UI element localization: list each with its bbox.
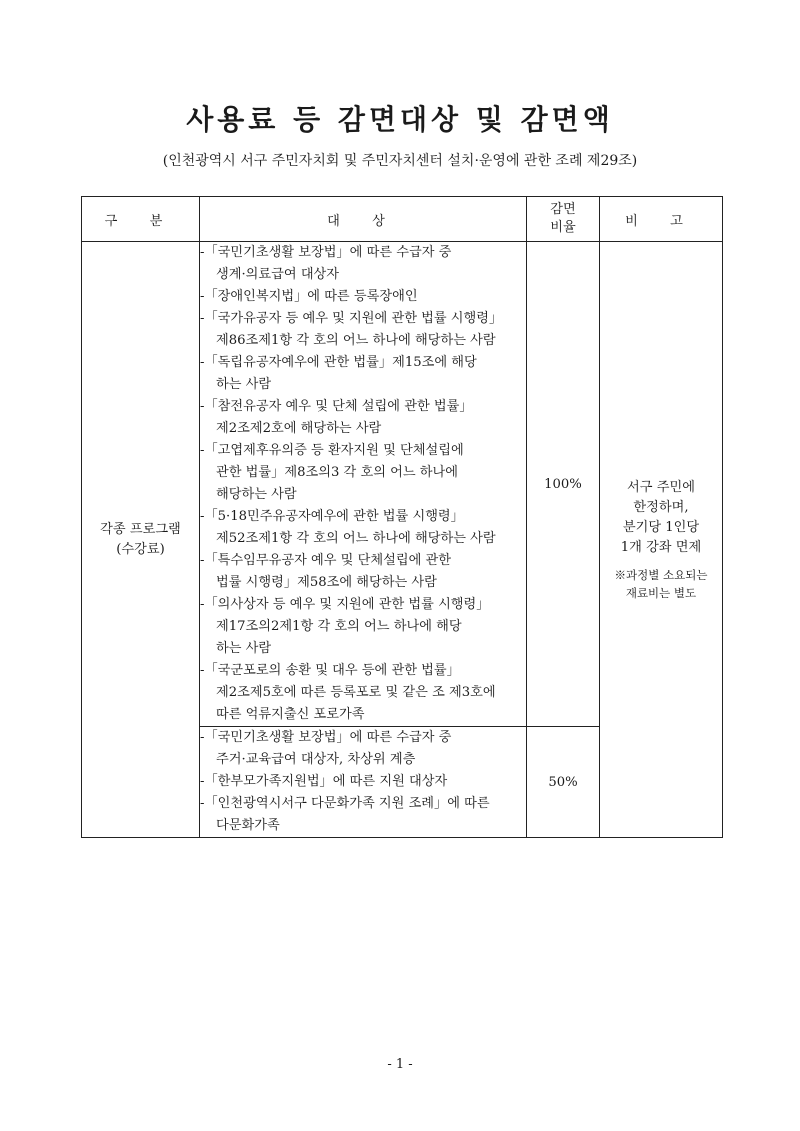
document-title: 사용료 등 감면대상 및 감면액 <box>186 103 614 136</box>
header-note: 비 고 <box>600 197 723 242</box>
list-item-lead: -「인천광역시서구 다문화가족 지원 조례」에 따른 <box>200 796 490 811</box>
list-item-lead: -「국군포로의 송환 및 대우 등에 관한 법률」 <box>200 663 460 678</box>
list-item-lead: -「국민기초생활 보장법」에 따른 수급자 중 <box>200 245 452 260</box>
list-item <box>200 793 526 837</box>
note-line1: 서구 주민에 <box>627 479 695 495</box>
list-item <box>200 352 526 396</box>
header-rate-line1: 감면 <box>550 202 576 217</box>
note-line4: 1개 강좌 면제 <box>620 539 702 555</box>
list-item-continuation: 해당하는 사람 <box>216 487 297 502</box>
note-line3: 분기당 1인당 <box>622 519 700 535</box>
note-extra <box>600 566 722 602</box>
header-rate-line2: 비율 <box>550 220 576 235</box>
list-item-continuation: 제52조제1항 각 호의 어느 하나에 해당하는 사람 <box>216 531 496 546</box>
rate-100: 100% <box>527 242 600 727</box>
note-cell <box>600 242 723 838</box>
list-item-continuation: 제86조제1항 각 호의 어느 하나에 해당하는 사람 <box>216 333 496 348</box>
list-item-continuation: 제2조제5호에 따른 등록포로 및 같은 조 제3호에 <box>216 685 496 700</box>
list-item <box>200 286 526 308</box>
table-header-row <box>82 197 723 242</box>
list-item <box>200 506 526 550</box>
list-item <box>200 727 526 771</box>
note-extra-line2: 재료비는 별도 <box>625 585 697 600</box>
note-extra-line1: ※과정별 소요되는 <box>614 567 708 582</box>
list-item <box>200 396 526 440</box>
target-list-100 <box>200 242 527 727</box>
list-item-continuation: 제17조의2제1항 각 호의 어느 하나에 해당 <box>216 619 462 634</box>
list-item-lead: -「참전유공자 예우 및 단체 설립에 관한 법률」 <box>200 399 473 414</box>
list-item-continuation: 하는 사람 <box>216 377 272 392</box>
category-cell <box>82 242 200 838</box>
header-category: 구 분 <box>82 197 200 242</box>
list-item-continuation: 법률 시행령」제58조에 해당하는 사람 <box>216 575 437 590</box>
category-line1: 각종 프로그램 <box>100 521 181 537</box>
list-item-continuation: 따른 억류지출신 포로가족 <box>216 707 365 722</box>
page-number: - 1 - <box>387 1057 413 1072</box>
list-item-continuation: 관한 법률」제8조의3 각 호의 어느 하나에 <box>216 465 459 480</box>
list-item <box>200 308 526 352</box>
note-line2: 한정하며, <box>633 499 689 515</box>
list-item-lead: -「장애인복지법」에 따른 등록장애인 <box>200 289 418 304</box>
list-item-continuation: 제2조제2호에 해당하는 사람 <box>216 421 382 436</box>
list-item-lead: -「고엽제후유의증 등 환자지원 및 단체설립에 <box>200 443 464 458</box>
document-subtitle: (인천광역시 서구 주민자치회 및 주민자치센터 설치·운영에 관한 조례 제29조) <box>162 153 638 169</box>
list-item-lead: -「국민기초생활 보장법」에 따른 수급자 중 <box>200 730 452 745</box>
header-rate <box>527 197 600 242</box>
reduction-table <box>81 196 723 838</box>
list-item <box>200 771 526 793</box>
list-item <box>200 550 526 594</box>
list-item-lead: -「특수임무유공자 예우 및 단체설립에 관한 <box>200 553 451 568</box>
list-item-continuation: 생계·의료급여 대상자 <box>216 267 340 282</box>
header-target: 대 상 <box>200 197 527 242</box>
list-item <box>200 594 526 660</box>
table-row <box>82 242 723 727</box>
list-item-lead: -「한부모가족지원법」에 따른 지원 대상자 <box>200 774 448 789</box>
list-item-lead: -「5·18민주유공자예우에 관한 법률 시행령」 <box>200 509 464 524</box>
category-line2: (수강료) <box>116 541 165 557</box>
list-item-lead: -「국가유공자 등 예우 및 지원에 관한 법률 시행령」 <box>200 311 503 326</box>
list-item-lead: -「독립유공자예우에 관한 법률」제15조에 해당 <box>200 355 477 370</box>
list-item-lead: -「의사상자 등 예우 및 지원에 관한 법률 시행령」 <box>200 597 490 612</box>
list-item-continuation: 주거·교육급여 대상자, 차상위 계층 <box>216 752 416 767</box>
list-item-continuation: 하는 사람 <box>216 641 272 656</box>
rate-50: 50% <box>527 727 600 838</box>
list-item <box>200 440 526 506</box>
target-list-50 <box>200 727 527 838</box>
list-item-continuation: 다문화가족 <box>216 818 280 833</box>
list-item <box>200 242 526 286</box>
list-item <box>200 660 526 726</box>
